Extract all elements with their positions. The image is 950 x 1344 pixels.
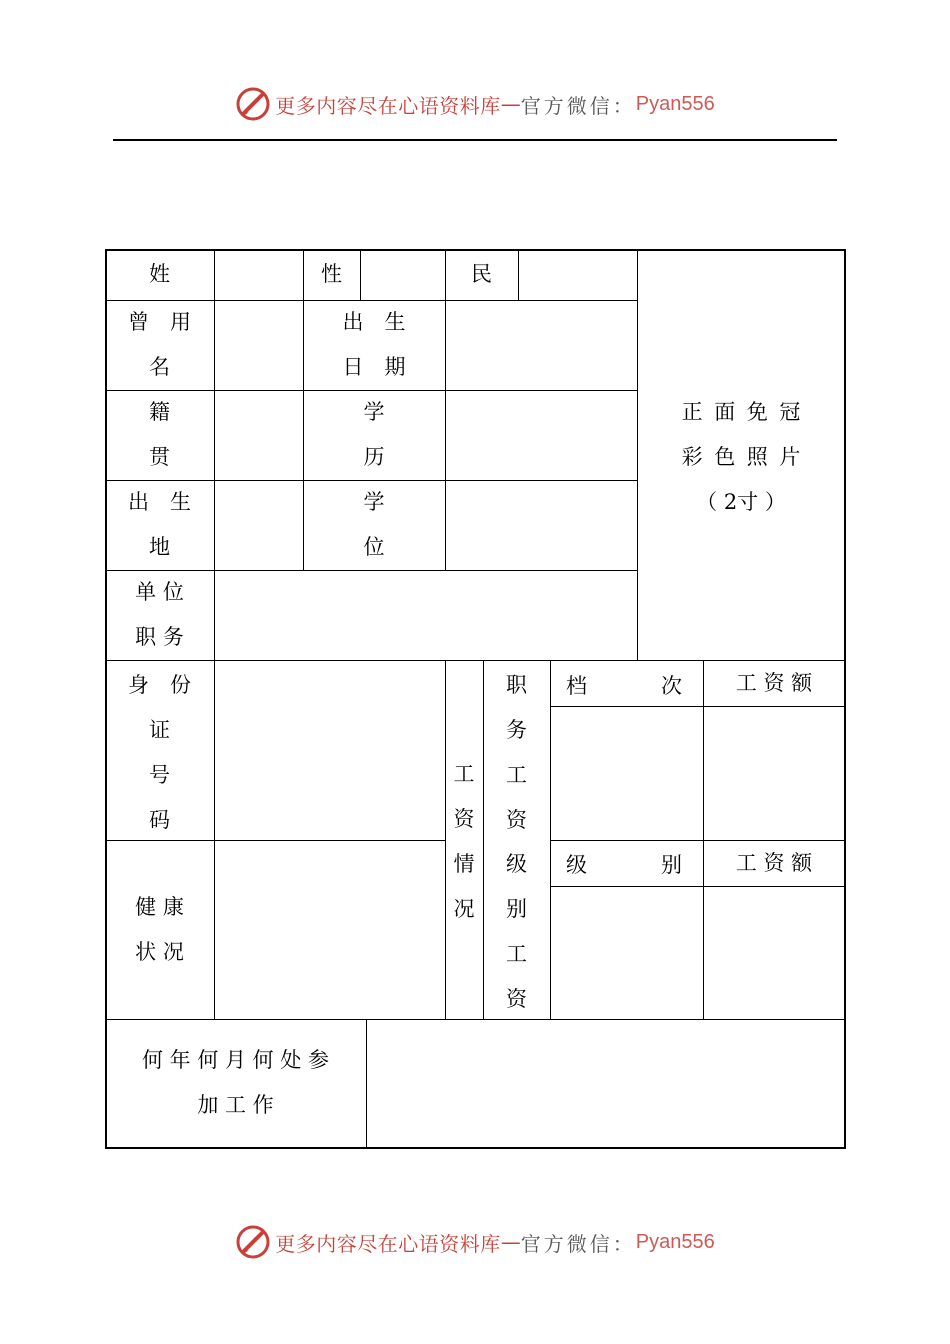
ethnicity-label — [445, 249, 518, 300]
watermark-brand: 更多内容尽在心语资料库 — [275, 1231, 501, 1256]
grade-salary-char: 别 — [506, 897, 527, 921]
health-label — [105, 840, 214, 1019]
gender-label — [303, 249, 360, 300]
position-salary-char: 职 — [506, 673, 527, 697]
id-number-line4: 码 — [149, 808, 170, 832]
salary-info-char: 资 — [453, 807, 475, 831]
native-place-label — [105, 390, 214, 480]
education-line2: 历 — [363, 445, 385, 469]
col-line — [518, 249, 519, 301]
photo-placeholder — [637, 390, 845, 525]
id-number-line2: 证 — [149, 718, 170, 742]
position-salary-label — [483, 663, 550, 843]
grade-salary-char: 级 — [506, 852, 527, 876]
birthplace-line2: 地 — [149, 535, 170, 559]
watermark-official: 官方微信： — [520, 1231, 636, 1256]
health-line1: 健 康 — [135, 894, 184, 919]
unit-title-line2: 职 务 — [135, 625, 184, 649]
grade-salary-char: 工 — [506, 942, 527, 966]
former-name-label — [105, 300, 214, 390]
salary-amount-text: 工 资 额 — [735, 670, 813, 695]
photo-line1: 正面免冠 — [681, 400, 812, 424]
health-line2: 状 况 — [135, 939, 184, 964]
degree-label — [303, 480, 445, 570]
salary-amount-header — [703, 840, 845, 886]
native-place-line1: 籍 — [149, 400, 170, 424]
surname-label — [105, 249, 214, 300]
salary-info-label — [445, 752, 483, 932]
border-bottom — [105, 1147, 846, 1149]
birth-date-line1: 出 生 — [342, 310, 406, 334]
level-right: 别 — [661, 853, 682, 877]
col-line — [360, 249, 361, 301]
salary-amount-text: 工 资 额 — [735, 850, 813, 875]
watermark-id: Pyan556 — [635, 92, 715, 115]
watermark-dash: — — [500, 92, 521, 116]
degree-line2: 位 — [363, 535, 385, 559]
watermark-dash: — — [500, 1230, 521, 1254]
position-salary-char: 工 — [506, 763, 527, 787]
watermark-brand: 更多内容尽在心语资料库 — [275, 93, 501, 118]
education-label — [303, 390, 445, 480]
join-work-line1: 何 年 何 月 何 处 参 — [141, 1048, 330, 1072]
surname-text: 姓 — [149, 262, 170, 286]
position-salary-char: 务 — [506, 718, 527, 742]
col-line — [550, 660, 551, 1020]
join-work-line2: 加 工 作 — [197, 1093, 274, 1117]
grade-salary-label — [483, 842, 550, 1022]
col-line — [214, 249, 215, 1020]
native-place-line2: 贯 — [149, 445, 170, 469]
former-name-line1: 曾 用 — [128, 310, 191, 334]
photo-line2: 彩色照片 — [681, 445, 812, 469]
unit-title-label — [105, 570, 214, 660]
birthplace-line1: 出 生 — [128, 490, 191, 514]
salary-info-char: 情 — [453, 852, 475, 876]
salary-amount-header — [703, 660, 845, 706]
tier-right: 次 — [661, 674, 682, 698]
id-number-line1: 身 份 — [128, 673, 191, 697]
id-number-label — [105, 663, 214, 843]
birthplace-label — [105, 480, 214, 570]
ethnicity-text: 民 — [471, 262, 492, 286]
photo-line3: （ 2寸 ） — [696, 490, 786, 514]
row-line — [550, 706, 845, 707]
birth-date-line2: 日 期 — [342, 355, 406, 379]
education-line1: 学 — [363, 400, 385, 424]
tier-left: 档 — [566, 674, 587, 698]
grade-salary-char: 资 — [506, 987, 527, 1011]
join-work-label — [105, 1019, 366, 1147]
salary-info-char: 工 — [453, 762, 475, 786]
position-salary-char: 资 — [506, 808, 527, 832]
id-number-line3: 号 — [149, 763, 170, 787]
level-left: 级 — [566, 853, 587, 877]
degree-line1: 学 — [363, 490, 385, 514]
row-line — [550, 886, 845, 887]
watermark-id: Pyan556 — [635, 1230, 715, 1253]
gender-text: 性 — [321, 262, 342, 286]
watermark-official: 官方微信： — [520, 93, 636, 118]
former-name-line2: 名 — [149, 355, 170, 379]
unit-title-line1: 单 位 — [135, 580, 184, 604]
birth-date-label — [303, 300, 445, 390]
salary-info-char: 况 — [453, 897, 475, 921]
col-line — [366, 1019, 367, 1148]
